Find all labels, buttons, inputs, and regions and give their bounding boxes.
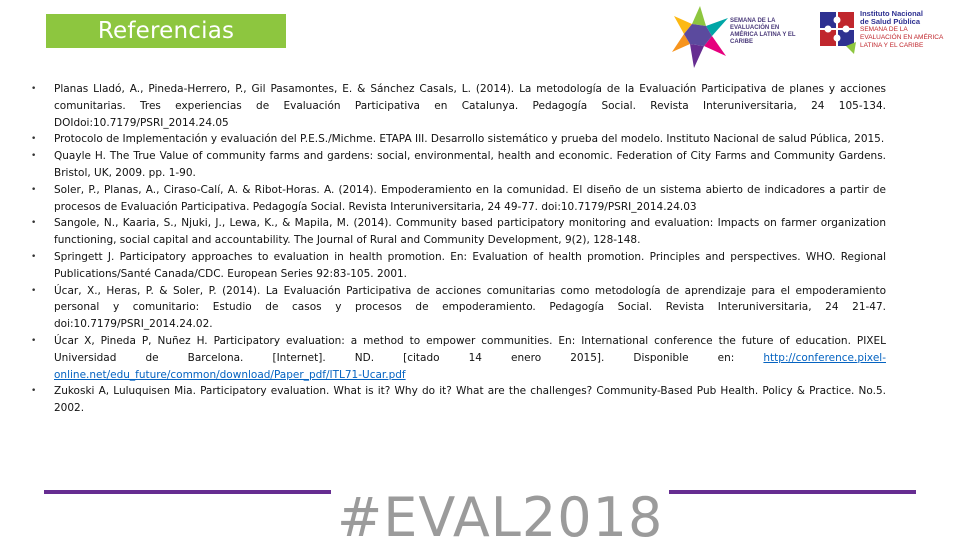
reference-text: Úcar, X., Heras, P. & Soler, P. (2014). La Evaluación Participativa de acciones comunitarias como metodología de aprendizaje para el empoderamiento personal y comunitario: Estudio de casos y procesos de empoderamiento. Pedagogía Social. Revista Interuniversitaria, 24 21-47. doi:10.7179/PSRI_2014.24.02. — [54, 284, 886, 331]
puzzle-logo-icon — [818, 6, 858, 56]
reference-item — [24, 249, 886, 283]
title-banner — [46, 14, 286, 48]
logo2-line2: de Salud Pública — [860, 17, 921, 26]
reference-text: Soler, P., Planas, A., Ciraso-Calí, A. & Ribot-Horas. A. (2014). Empoderamiento en la comunidad. El diseño de un sistema abierto de indicadores a partir de procesos de Evaluación Participativa. Pedagogía Social. Revista Interuniversitaria, 24 49-77. doi:10.7179/PSRI_2014.24.03 — [54, 183, 886, 213]
logo2-line1: Instituto Nacional — [860, 9, 923, 18]
bullet-icon: • — [31, 134, 37, 145]
bullet-icon: • — [31, 218, 37, 229]
bullet-icon: • — [31, 151, 37, 162]
reference-item — [24, 81, 886, 131]
event-hashtag: #EVAL2018 — [331, 488, 669, 548]
reference-item — [24, 148, 886, 182]
bullet-icon: • — [31, 251, 37, 262]
reference-text: Sangole, N., Kaaria, S., Njuki, J., Lewa, K., & Mapila, M. (2014). Community based participatory monitoring and evaluation: Impacts on farmer organization functioning, social capital and accountability. The Journal of Rural and Community Development, 9(2), 128-148. — [54, 217, 886, 247]
page-title: Referencias — [97, 18, 235, 44]
logo2-line3: SEMANA DE LA EVALUACIÓN EN AMÉRICA LATINA Y EL CARIBE — [860, 26, 943, 49]
logo1-text: SEMANA DE LA EVALUACIÓN EN AMÉRICA LATINA Y EL CARIBE — [730, 18, 796, 45]
reference-list — [24, 81, 886, 417]
star-logo-icon — [670, 4, 732, 70]
reference-text: Quayle H. The True Value of community farms and gardens: social, environmental, health and economic. Federation of City Farms and Community Gardens. Bristol, UK, 2009. pp. 1-90. — [54, 150, 886, 179]
bullet-icon: • — [31, 335, 37, 346]
reference-text: Springett J. Participatory approaches to evaluation in health promotion. En: Evaluation of health promotion. Principles and perspectives. WHO. Regional Publications/Santé Canada/CDC. European Series 92:83-105. 2001. — [54, 250, 886, 280]
reference-item — [24, 333, 886, 383]
bullet-icon: • — [31, 285, 37, 296]
reference-item — [24, 383, 886, 417]
reference-text: Zukoski A, Luluquisen Mia. Participatory evaluation. What is it? Why do it? What are the challenges? Community-Based Pub Health. Policy & Practice. No.5. 2002. — [54, 385, 886, 415]
insp-logo — [818, 6, 942, 72]
reference-item — [24, 283, 886, 333]
reference-item — [24, 182, 886, 216]
bullet-icon: • — [31, 386, 37, 397]
evaluation-week-logo — [670, 4, 800, 72]
reference-item — [24, 215, 886, 249]
reference-text: Protocolo de Implementación y evaluación del P.E.S./Michme. ETAPA III. Desarrollo sistemático y prueba del modelo. Instituto Nacional de salud Pública, 2015. — [54, 133, 885, 146]
reference-link[interactable]: http://conference.pixel-online.net/edu_future/common/download/Paper_pdf/ITL71-Ucar.pdf — [54, 351, 886, 381]
logo2-text — [860, 10, 944, 50]
reference-item — [24, 131, 886, 148]
bullet-icon: • — [31, 184, 37, 195]
reference-text: Úcar X, Pineda P, Nuñez H. Participatory evaluation: a method to empower communities. En: International conference the future of education. PIXEL Universidad de Barcelona. [Internet]. ND. [citado 14 enero 2015]. Disponible en: — [54, 334, 886, 364]
reference-text: Planas Lladó, A., Pineda-Herrero, P., Gil Pasamontes, E. & Sánchez Casals, L. (2014). La metodología de la Evaluación Participativa de planes y acciones comunitarias. Tres experiencias de Evaluación Participativa en Catalunya. Pedagogía Social. Revista Interuniversitaria, 24 105-134. DOIdoi:10.7179/PSRI_2014.24.05 — [54, 83, 886, 129]
bullet-icon: • — [31, 84, 37, 94]
